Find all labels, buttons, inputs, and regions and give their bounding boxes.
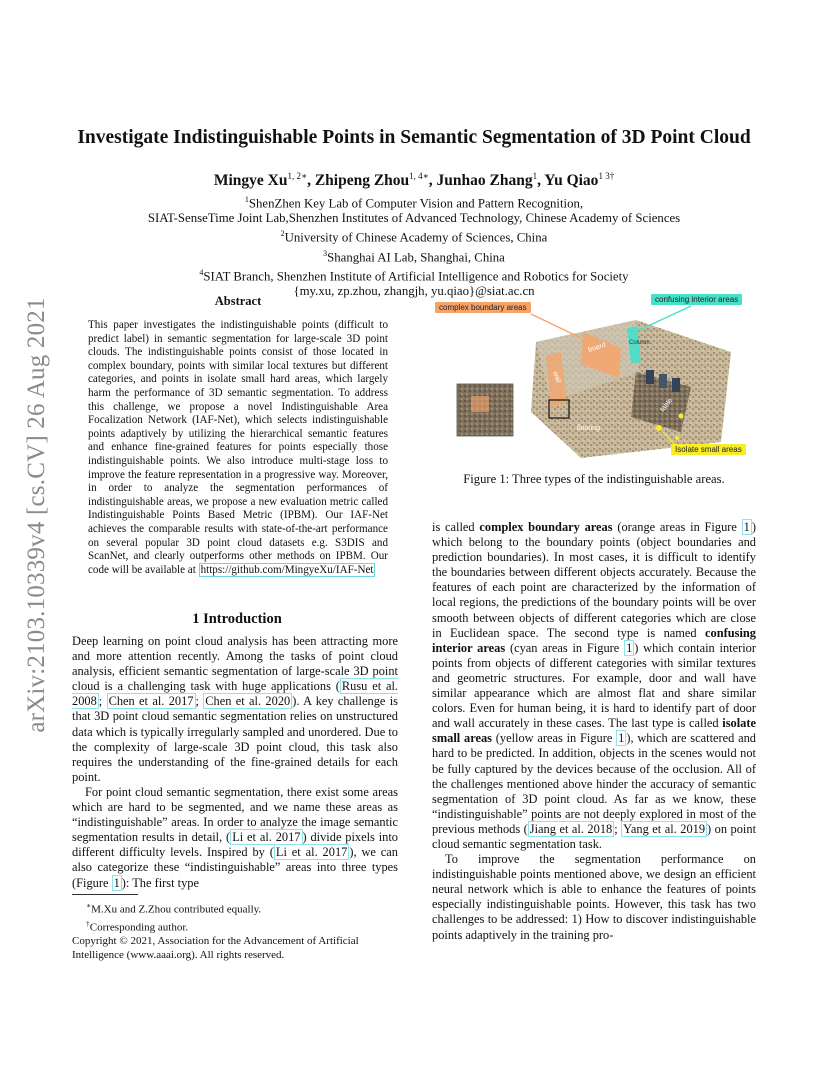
paragraph: Deep learning on point cloud analysis has been attracting more and more attention recently. Among the tasks of point cloud analysis, efficient semantic segmentation of large-scale 3D point cloud is a challenging task with huge applications ( Rusu et al. 2008 ; Chen et al. 2017 ; Chen et al. 2020 ). A key challenge is that 3D point cloud semantic segmentation relies on unstructured data which is typically irregularly sampled and unordered. Due to the complexity of large-scale 3D point cloud, this task also requires the understanding of the fine-grained details for each point. xyxy=(72,634,399,784)
author-name: Yu Qiao xyxy=(544,172,599,190)
confusing-interior-tag: confusing interior areas xyxy=(651,294,742,305)
citation-link[interactable]: Chen et al. 2017 xyxy=(108,694,194,709)
citation-link[interactable]: Li et al. 2017 xyxy=(232,830,301,845)
email-line: {my.xu, zp.zhou, zhangjh, yu.qiao}@siat.ac.cn xyxy=(293,284,535,299)
left-column-text xyxy=(72,634,398,891)
footnote: †Corresponding author. xyxy=(86,919,189,934)
author-name: Mingye Xu xyxy=(213,172,288,190)
footnotes xyxy=(72,899,398,962)
wall-label: wall xyxy=(551,370,562,385)
point-cloud-illustration xyxy=(431,292,755,460)
table-label: table xyxy=(659,397,675,414)
affiliation-line: $^4$SIAT Branch, Shenzhen Institute of Artificial Intelligence and Robotics for Society xyxy=(199,267,629,284)
affiliations xyxy=(0,192,828,299)
affiliation-line: $^1$ShenZhen Key Lab of Computer Vision and Pattern Recognition, xyxy=(244,195,584,211)
footnote: ∗M.Xu and Z.Zhou contributed equally. xyxy=(86,901,262,916)
arxiv-stamp xyxy=(22,285,52,745)
citation-link[interactable]: Jiang et al. 2018 xyxy=(529,821,613,836)
isolate-small-tag: Isolate small areas xyxy=(671,444,746,455)
citation-link[interactable]: Rusu et al. 2008 xyxy=(72,679,399,709)
copyright-notice: Copyright © 2021, Association for the Advancement of Artificial Intelligence (www.aaai.org). All rights reserved. xyxy=(72,935,359,961)
citation-link[interactable]: Yang et al. 2019 xyxy=(623,821,706,836)
citation-link[interactable]: Li et al. 2017 xyxy=(275,845,348,860)
figure-caption: Figure 1: Three types of the indistinguishable areas. xyxy=(463,472,725,486)
affiliation-line: $^3$Shanghai AI Lab, Shanghai, China xyxy=(323,248,505,264)
board-label: board xyxy=(587,341,607,354)
arxiv-id: arXiv:2103.10339v4 [cs.CV] 26 Aug 2021 xyxy=(23,297,50,733)
abstract-heading: Abstract xyxy=(214,294,262,308)
column-label: Column xyxy=(629,340,650,346)
paragraph: To improve the segmentation performance on indistinguishable points mentioned above, we design an efficient neural network which is able to enhance the features of points especially indistinguishable points. However, this task has two challenges to be addressed: 1) How to discover indistinguishable points adaptively in the training pro- xyxy=(432,852,756,942)
figure-ref-link[interactable]: 1 xyxy=(618,731,625,746)
right-column-text xyxy=(432,520,756,943)
figure-ref-link[interactable]: 1 xyxy=(743,520,750,534)
footnote-rule xyxy=(72,894,138,895)
complex-boundary-tag: complex boundary areas xyxy=(435,302,531,313)
abstract-body: This paper investigates the indistinguishable points (difficult to predict label) in semantic segmentation for large-scale 3D point clouds. The indistinguishable points consist of those located in complex boundary, points with similar local textures but different categories, and points in isolate small hard areas, which largely harm the performance of 3D semantic segmentation. To address this challenge, we propose a novel Indistinguishable Area Focalization Network (IAF-Net), which selects indistinguishable points adaptively by utilizing the hierarchical semantic features and enhance fine-grained features for points especially those indistinguishable points. We also introduce multi-stage loss to improve the feature representation in a progressive way. Moreover, in order to analyze the segmentation performances of indistinguishable areas, we propose a new evaluation metric called Indistinguishable Points Based Metric (IPBM). Our IAF-Net achieves the comparable results with state-of-the-art performance on several popular 3D point cloud datasets e.g. S3DIS and ScanNet, and clearly outperforms other methods on IPBM. Our code will be available at https://github.com/MingyeXu/IAF-Net xyxy=(88,319,388,576)
figure-ref-link[interactable]: 1 xyxy=(113,875,120,890)
paragraph: is called complex boundary areas (orange areas in Figure 1 ) which belong to the boundary points (object boundaries and prediction boundaries). In most cases, it is difficult to identify the boundaries between different objects accurately. Because the features of each point are characterized by the information of local regions, the predictions of the boundary points will be over smooth between objects of different categories which are close in Euclidean space. The second type is named confusing interior areas (cyan areas in Figure 1 ) which contain interior points from objects of different categories with similar textures and geometric structures. For example, door and wall have similar appearance which are almost flat and share similar colors. Even for human being, it is hard to identify part of door and wall accurately in these cases. The last type is called isolate small areas (yellow areas in Figure 1 ), which are scattered and hard to be predicted. In addition, objects in the scenes would not be fully captured by the devices because of the occlusion. All of the challenges mentioned above hinder the accuracy of semantic segmentation of 3D point cloud. As far as we know, these “indistinguishable” points are not deeply explored in most of the previous methods ( Jiang et al. 2018 ; Yang et al. 2019 ) on point cloud semantic segmentation task. xyxy=(432,520,757,851)
flooring-label: flooring xyxy=(577,425,600,432)
author-name: Zhipeng Zhou xyxy=(314,172,410,190)
figure-1 xyxy=(431,292,755,460)
code-link[interactable]: https://github.com/MingyeXu/IAF-Net xyxy=(200,563,374,576)
author-name: Junhao Zhang xyxy=(436,172,533,190)
citation-link[interactable]: Chen et al. 2020 xyxy=(205,694,291,709)
affiliation-line: $^2$University of Chinese Academy of Sciences, China xyxy=(280,229,548,245)
figure-ref-link[interactable]: 1 xyxy=(626,640,633,655)
affiliation-line: SIAT-SenseTime Joint Lab,Shenzhen Institutes of Advanced Technology, Chinese Academy of Sciences xyxy=(147,211,681,226)
paper-title: Investigate Indistinguishable Points in Semantic Segmentation of 3D Point Cloud xyxy=(77,127,751,148)
author-list: Mingye $Xu^{1, 2∗}$, Zhipeng Zhou$^{1, 4∗}$, Junhao Zhang$^1$, Yu Qiao$^{1 3\dagger}$ xyxy=(213,171,615,190)
paragraph: For point cloud semantic segmentation, there exist some areas which are hard to be segmented, and we name these areas as “indistinguishable” areas. In order to analyze the image semantic segmentation results in detail, ( Li et al. 2017 ) divide pixels into different difficulty levels. Inspired by ( Li et al. 2017 ), we can also categorize these “indistinguishable” areas into three types (Figure 1 ): The first type xyxy=(72,784,398,890)
section-heading: 1 Introduction xyxy=(192,611,282,627)
